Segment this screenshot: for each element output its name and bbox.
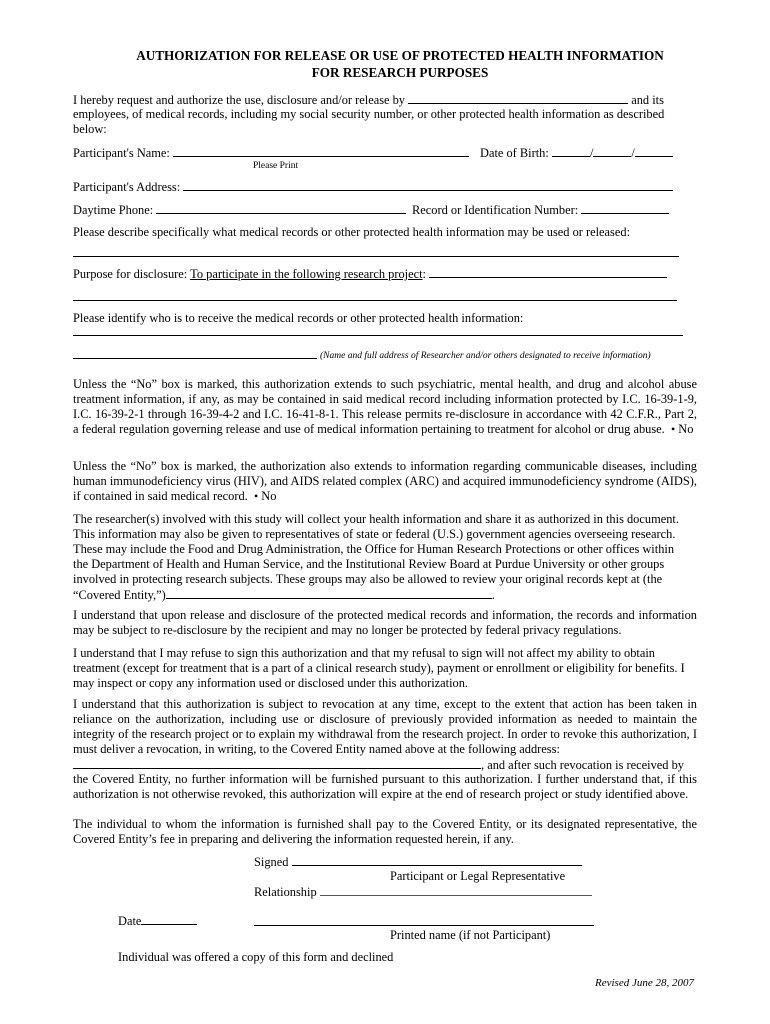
record-id-field[interactable] (581, 202, 669, 214)
title-line-2: FOR RESEARCH PURPOSES (311, 65, 489, 80)
dob-row (480, 145, 673, 161)
relationship-row (254, 884, 592, 900)
covered-entity-field[interactable] (166, 587, 492, 599)
paragraph-revocation-cont (73, 772, 697, 802)
intro-line-3: below: (73, 122, 107, 136)
declined-copy-text: Individual was offered a copy of this form and declined (118, 950, 394, 964)
please-print-note: Please Print (253, 161, 299, 171)
purpose-field[interactable] (429, 266, 667, 278)
paragraph-researchers-line: involved in protecting research subjects. These groups may also be allowed to review your original records kept at (the (73, 572, 663, 586)
participant-name-field[interactable] (173, 145, 469, 157)
title-line-1: AUTHORIZATION FOR RELEASE OR USE OF PROTECTED HEALTH INFORMATION (136, 48, 664, 63)
address-row (73, 179, 673, 195)
paragraph-revocation-rest: the Covered Entity, no further information will be furnished pursuant to this authorization. I further understand that, if this authorization is not otherwise revoked, this authorization will expire at the end of research project or study identified above. (73, 772, 697, 801)
recipient-label: Please identify who is to receive the medical records or other protected health information: (73, 311, 524, 325)
participant-name-label: Participant's Name: (73, 146, 170, 160)
paragraph-refuse-line: treatment (except for treatment that is a part of a clinical research study), payment or enrollment or eligibility for benefits. I (73, 661, 685, 675)
dob-month-field[interactable] (552, 145, 590, 157)
phone-row (73, 202, 406, 218)
paragraph-revocation-text: I understand that this authorization is subject to revocation at any time, except to the extent that action has been taken in reliance on the authorization, including use or disclosure of previously provided information as needed to maintain the integrity of the research project or to explain my withdrawal from the research project. In order to revoke this authorization, I must deliver a revocation, in writing, to the Covered Entity named above at the following address: (73, 697, 697, 756)
signature-field[interactable] (292, 854, 582, 866)
dob-separator: / (631, 146, 635, 160)
paragraph-psychiatric (73, 377, 697, 437)
revocation-address-row (73, 757, 684, 773)
intro-text-end: and its (631, 93, 664, 107)
paragraph-communicable-text: Unless the “No” box is marked, the authorization also extends to information regarding communicable diseases, including human immunodeficiency virus (HIV), and AIDS related complex (ARC) and acquired immunodeficiency syndrome (AIDS), if contained in said medical record. (73, 459, 697, 503)
address-field[interactable] (183, 179, 673, 191)
address-label: Participant's Address: (73, 180, 181, 194)
dob-separator: / (589, 146, 594, 160)
intro-line-1 (73, 92, 664, 108)
phone-field[interactable] (156, 202, 406, 214)
purpose-value: To participate in the following research project (190, 267, 423, 281)
record-id-row (412, 202, 669, 218)
signed-row (254, 854, 582, 870)
paragraph-redisclosure-text: I understand that upon release and disclosure of the protected medical records and information, the records and information may be subject to re-disclosure by the recipient and may no longer be protected by federal privacy regulations. (73, 608, 697, 637)
date-field[interactable] (141, 913, 197, 925)
date-row (118, 913, 197, 929)
intro-text-start: I hereby request and authorize the use, disclosure and/or release by (73, 93, 406, 107)
covered-entity-period: . (491, 588, 495, 602)
relationship-label: Relationship (254, 885, 317, 899)
signed-label: Signed (254, 855, 289, 869)
no-checkbox-psychiatric[interactable]: • (670, 422, 676, 436)
purpose-field-line-2[interactable] (73, 300, 677, 301)
date-label: Date (118, 914, 142, 928)
paragraph-psychiatric-text: Unless the “No” box is marked, this authorization extends to such psychiatric, mental health, and drug and alcohol abuse treatment information, if any, as may be contained in said medical record including information protected by I.C. 16-39-1-9, I.C. 16-39-2-1 through 16-39-4-2 and I.C. 16-41-8-1. This release permits re-disclosure in accordance with 42 C.F.R., Part 2, a federal regulation governing release and use of medical information pertaining to treatment for alcohol or drug abuse. (73, 377, 697, 436)
recipient-field[interactable] (73, 335, 683, 336)
organization-blank[interactable] (408, 92, 628, 104)
paragraph-refuse-line: may inspect or copy any information used or disclosed under this authorization. (73, 676, 469, 690)
paragraph-researchers-line: The researcher(s) involved with this study will collect your health information and share it as authorized in this document. (73, 512, 679, 526)
no-label-communicable: No (261, 489, 277, 503)
covered-entity-label: “Covered Entity,”) (73, 588, 166, 602)
recipient-note: (Name and full address of Researcher and/or others designated to receive information) (320, 351, 651, 361)
purpose-row (73, 266, 667, 282)
purpose-colon: : (422, 267, 426, 281)
declined-copy-checkbox[interactable] (73, 951, 82, 966)
recipient-name-field[interactable] (73, 358, 317, 359)
printed-name-field[interactable] (254, 925, 594, 926)
relationship-field[interactable] (320, 884, 592, 896)
signed-caption: Participant or Legal Representative (390, 869, 566, 883)
dob-label: Date of Birth: (480, 146, 549, 160)
dob-day-field[interactable] (593, 145, 631, 157)
no-label-psychiatric: No (678, 422, 694, 436)
revised-date: Revised June 28, 2007 (595, 977, 694, 989)
no-checkbox-communicable[interactable]: • (253, 489, 259, 503)
intro-line-2: employees, of medical records, including my social security number, or other protected health information as described (73, 107, 665, 121)
paragraph-redisclosure (73, 608, 697, 638)
describe-records-field[interactable] (73, 256, 679, 257)
paragraph-refuse-line: I understand that I may refuse to sign this authorization and that my refusal to sign will not affect my ability to obtain (73, 646, 656, 660)
record-id-label: Record or Identification Number: (412, 203, 579, 217)
purpose-label: Purpose for disclosure: (73, 267, 188, 281)
form-title (0, 47, 770, 81)
paragraph-researchers-line: the Department of Health and Human Service, and the Institutional Review Board at Purdue University or other groups (73, 557, 665, 571)
paragraph-researchers-line: These may include the Food and Drug Administration, the Office for Human Research Protections or other offices within (73, 542, 675, 556)
paragraph-revocation (73, 697, 697, 757)
printed-name-caption: Printed name (if not Participant) (390, 928, 551, 942)
paragraph-fee-text: The individual to whom the information is furnished shall pay to the Covered Entity, or its designated representative, the Covered Entity’s fee in preparing and delivering the information requested herein, if any. (73, 817, 697, 846)
paragraph-communicable (73, 459, 697, 504)
paragraph-fee (73, 817, 697, 847)
revocation-address-field[interactable] (73, 757, 481, 769)
paragraph-researchers-line: This information may also be given to representatives of state or federal (U.S.) government agencies overseeing research. (73, 527, 676, 541)
phone-label: Daytime Phone: (73, 203, 154, 217)
covered-entity-row (73, 587, 495, 603)
dob-year-field[interactable] (635, 145, 673, 157)
revocation-after-text: , and after such revocation is received by (481, 758, 684, 772)
describe-records-label: Please describe specifically what medical records or other protected health information may be used or released: (73, 225, 631, 239)
